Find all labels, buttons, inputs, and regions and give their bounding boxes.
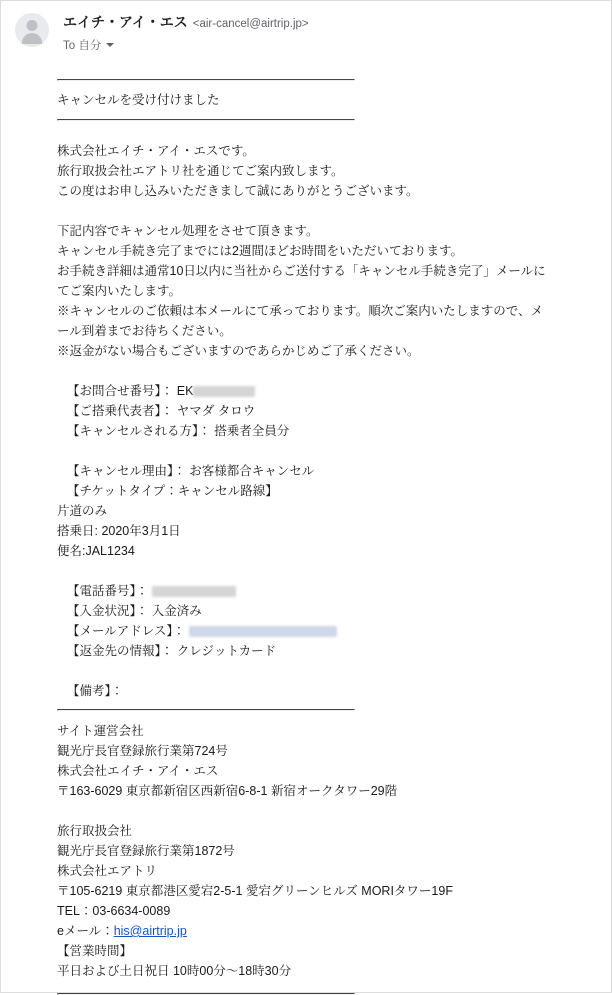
intro-line: 旅行取扱会社エアトリ社を通じてご案内致します。 bbox=[57, 163, 344, 178]
email-body bbox=[1, 53, 611, 995]
detail-value: クレジットカード bbox=[176, 643, 277, 658]
spacer bbox=[57, 121, 555, 141]
agency-block bbox=[57, 821, 555, 981]
detail-row bbox=[67, 581, 555, 601]
detail-value: 搭乗者全員分 bbox=[214, 423, 290, 438]
message-subject: キャンセルを受け付けました bbox=[57, 92, 220, 107]
email-line bbox=[57, 921, 555, 941]
detail-row bbox=[67, 621, 555, 641]
intro-line: この度はお申し込みいただきまして誠にありがとうございます。 bbox=[57, 183, 419, 198]
spacer bbox=[57, 361, 555, 381]
spacer bbox=[57, 661, 555, 681]
detail-label: 【メールアドレス】： bbox=[67, 623, 186, 638]
spacer bbox=[57, 561, 555, 581]
details-group-1 bbox=[57, 381, 555, 441]
email-header bbox=[1, 1, 611, 53]
hours-label: 【営業時間】 bbox=[57, 943, 133, 958]
notice-line: お手続き詳細は通常10日以内に当社からご送付する「キャンセル手続き完了」メールにてご案内いたします。 bbox=[57, 263, 546, 298]
detail-label: 【電話番号】： bbox=[67, 583, 149, 598]
detail-label: 【チケットタイプ：キャンセル路線】 bbox=[67, 483, 278, 498]
email-link[interactable]: his@airtrip.jp bbox=[113, 923, 187, 938]
agency-line: 旅行取扱会社 bbox=[57, 823, 133, 838]
agency-line: TEL：03-6634-0089 bbox=[57, 903, 171, 918]
agency-line: 株式会社エアトリ bbox=[57, 863, 158, 878]
detail-row bbox=[67, 401, 555, 421]
detail-label: 【備考】： bbox=[67, 683, 124, 698]
details-group-3 bbox=[57, 581, 555, 661]
agency-line: 観光庁長官登録旅行業第1872号 bbox=[57, 843, 235, 858]
hours-value: 平日および土日祝日 10時00分〜18時30分 bbox=[57, 963, 292, 978]
detail-row bbox=[67, 481, 555, 501]
flight-block bbox=[57, 501, 555, 561]
spacer bbox=[57, 441, 555, 461]
avatar bbox=[15, 13, 49, 47]
details-group-2 bbox=[57, 461, 555, 501]
detail-row bbox=[67, 681, 555, 701]
detail-label: 【入金状況】： bbox=[67, 603, 149, 618]
divider-top bbox=[57, 79, 355, 81]
operator-line: サイト運営会社 bbox=[57, 723, 144, 738]
notice-line: キャンセル手続き完了までには2週間ほどお時間をいただいております。 bbox=[57, 243, 463, 258]
notice-line: ※返金がない場合もございますのであらかじめご了承ください。 bbox=[57, 343, 420, 358]
spacer bbox=[57, 801, 555, 821]
detail-row bbox=[67, 641, 555, 661]
redacted-booking-number bbox=[193, 386, 255, 397]
sender-line bbox=[63, 13, 309, 32]
notice-line: 下記内容でキャンセル処理をさせて頂きます。 bbox=[57, 223, 319, 238]
detail-value: EK bbox=[176, 383, 194, 398]
detail-value: お客様都合キャンセル bbox=[189, 463, 315, 478]
redacted-phone-number bbox=[152, 586, 236, 597]
flight-line: 搭乗日: 2020年3月1日 bbox=[57, 523, 181, 538]
detail-value: ヤマダ タロウ bbox=[176, 403, 256, 418]
email-label: eメール： bbox=[57, 923, 114, 938]
operator-line: 〒163-6029 東京都新宿区西新宿6-8-1 新宿オークタワー29階 bbox=[57, 783, 398, 798]
detail-label: 【お問合せ番号】： bbox=[67, 383, 174, 398]
sender-email: <air-cancel@airtrip.jp> bbox=[192, 18, 309, 30]
flight-line: 片道のみ bbox=[57, 503, 108, 518]
detail-label: 【キャンセルされる方】： bbox=[67, 423, 211, 438]
detail-value: 入金済み bbox=[151, 603, 202, 618]
operator-block bbox=[57, 721, 555, 801]
operator-line: 株式会社エイチ・アイ・エス bbox=[57, 763, 219, 778]
redacted-email-address bbox=[189, 626, 337, 637]
intro-line: 株式会社エイチ・アイ・エスです。 bbox=[57, 143, 255, 158]
recipient-label: To 自分 bbox=[63, 39, 102, 52]
detail-row bbox=[67, 461, 555, 481]
detail-label: 【返金先の情報】： bbox=[67, 643, 174, 658]
remarks-block bbox=[57, 681, 555, 701]
spacer bbox=[57, 201, 555, 221]
notice-block bbox=[57, 221, 555, 361]
notice-line: ※キャンセルのご依頼は本メールにて承っております。順次ご案内いたしますので、メール到着までお待ちください。 bbox=[57, 303, 544, 338]
intro-block bbox=[57, 141, 555, 201]
chevron-down-icon[interactable] bbox=[106, 43, 114, 47]
detail-label: 【キャンセル理由】： bbox=[67, 463, 186, 478]
recipient-toggle[interactable] bbox=[63, 37, 309, 53]
operator-line: 観光庁長官登録旅行業第724号 bbox=[57, 743, 228, 758]
detail-row bbox=[67, 601, 555, 621]
divider-footer-top bbox=[57, 709, 355, 711]
sender-name: エイチ・アイ・エス bbox=[63, 14, 188, 30]
detail-row bbox=[67, 381, 555, 401]
header-text-block bbox=[63, 13, 309, 53]
agency-line: 〒105-6219 東京都港区愛宕2-5-1 愛宕グリーンヒルズ MORIタワー19F bbox=[57, 883, 453, 898]
flight-line: 便名:JAL1234 bbox=[57, 543, 135, 558]
detail-label: 【ご搭乗代表者】： bbox=[67, 403, 174, 418]
detail-row bbox=[67, 421, 555, 441]
